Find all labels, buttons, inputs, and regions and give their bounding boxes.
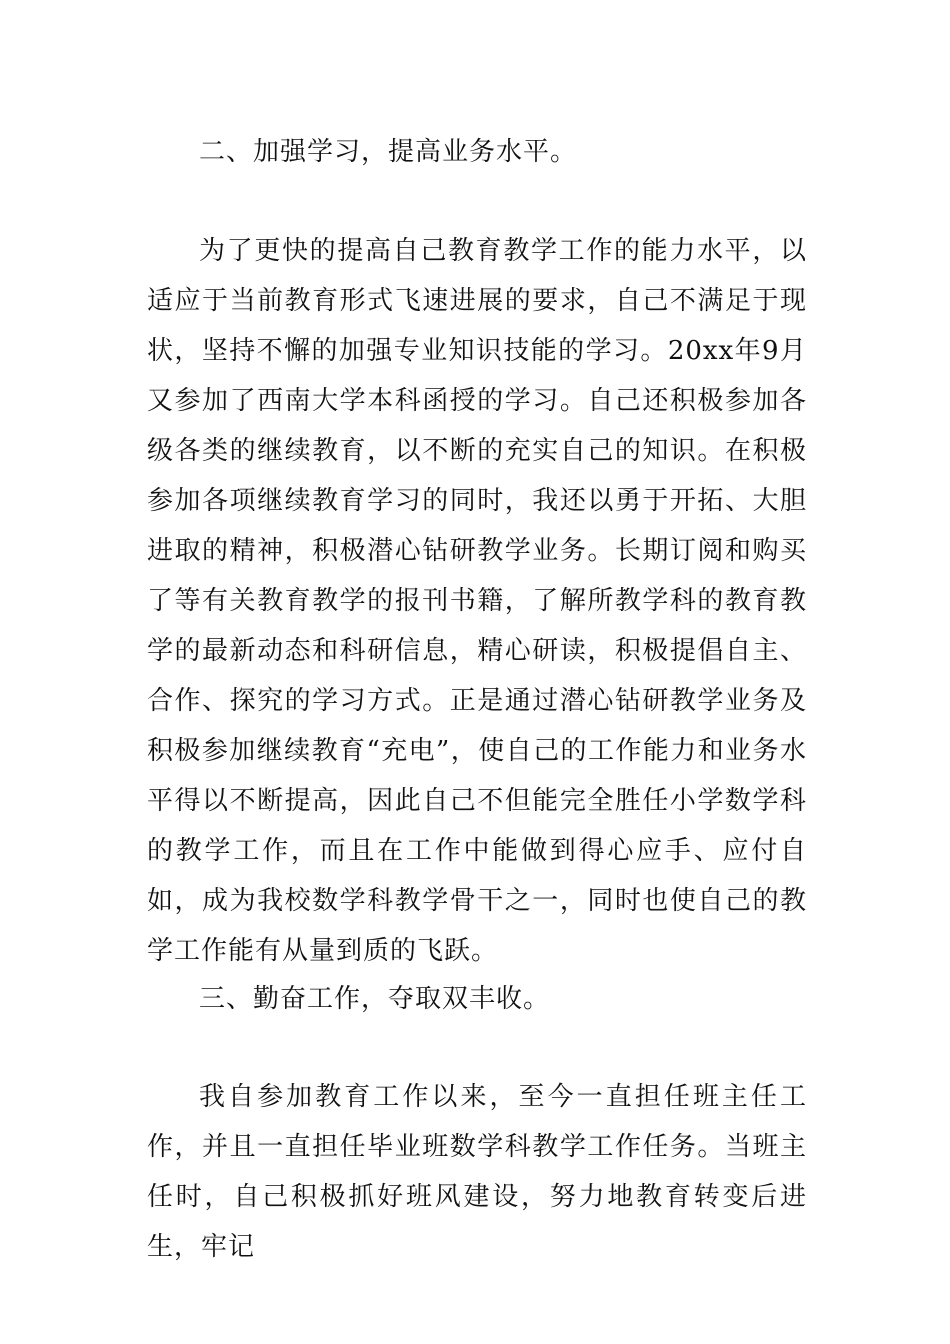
section-three-heading: 三、勤奋工作，夺取双丰收。 [199,984,551,1014]
section-two-paragraph: 为了更快的提高自己教育教学工作的能力水平，以适应于当前教育形式飞速进展的要求，自己不满足于现状，坚持不懈的加强专业知识技能的学习。20xx年9月又参加了西南大学本科函授的学习。自己还积极参加各级各类的继续教育，以不断的充实自己的知识。在积极参加各项继续教育学习的同时，我还以勇于开拓、大胆进取的精神，积极潜心钻研教学业务。长期订阅和购买了等有关教育教学的报刊书籍，了解所教学科的教育教学的最新动态和科研信息，精心研读，积极提倡自主、合作、探究的学习方式。正是通过潜心钻研教学业务及积极参加继续教育“充电”，使自己的工作能力和业务水平得以不断提高，因此自己不但能完全胜任小学数学科的教学工作，而且在工作中能做到得心应手、应付自如，成为我校数学科教学骨干之一，同时也使自己的教学工作能有从量到质的飞跃。 [147,236,807,966]
section-two-heading: 二、加强学习，提高业务水平。 [199,137,578,167]
section-three-paragraph: 我自参加教育工作以来，至今一直担任班主任工作，并且一直担任毕业班数学科教学工作任务。当班主任时，自己积极抓好班风建设，努力地教育转变后进生，牢记 [147,1082,807,1262]
